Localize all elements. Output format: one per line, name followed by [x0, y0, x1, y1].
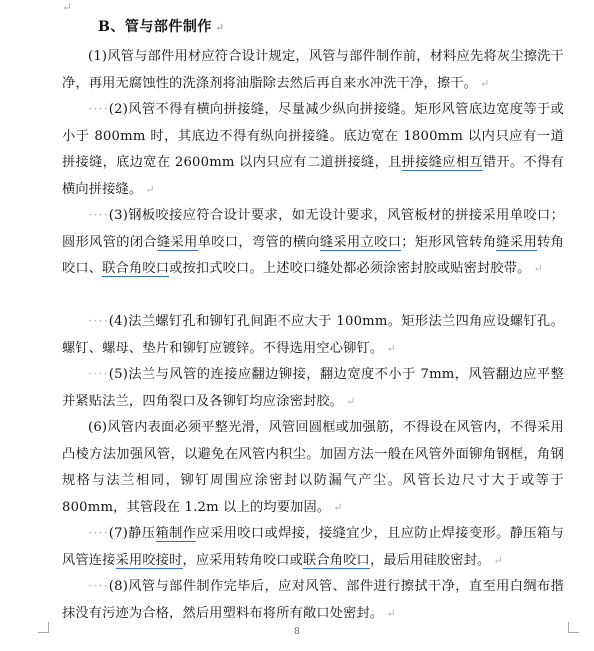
paragraph-mark-icon: ↵: [145, 182, 155, 196]
paragraph-4: ····(4)法兰螺钉孔和铆钉孔间距不应大于 100mm。矩形法兰四角应设螺钉孔。螺钉、螺母、垫片和铆钉应镀锌。不得选用空心铆钉。 ↵: [62, 314, 564, 356]
paragraph-3: ····(3)钢板咬接应符合设计要求，如无设计要求，风管板材的拼接采用单咬口；圆形风管的闭合缝采用单咬口，弯管的横向缝采用立咬口；矩形风管转角缝采用转角咬口、联合角咬口或按扣式咬口。上述咬口缝处都必须涂密封胶或贴密封胶带。 ↵: [62, 208, 564, 276]
paragraph-1: (1)风管与部件用材应符合设计规定，风管与部件制作前，材料应先将灰尘擦洗干净，再用无腐蚀性的洗涤剂将油脂除去然后再自来水冲洗干净，擦干。 ↵: [62, 49, 564, 91]
leading-spaces: ····: [88, 579, 109, 594]
leading-spaces: ····: [88, 102, 109, 117]
paragraph-mark-icon: ↵: [386, 606, 396, 620]
paragraph-5: ····(5)法兰与风管的连接应翻边铆接，翻边宽度不小于 7mm，风管翻边应平整并紧贴法兰，四角裂口及各铆钉均应涂密封胶。 ↵: [62, 367, 564, 409]
paragraph-7: ····(7)静压箱制作应采用咬口或焊接，接缝宜少，且应防止焊接变形。静压箱与风管连接采用咬接时，应采用转角咬口或联合角咬口，最后用硅胶密封。 ↵: [62, 526, 564, 568]
paragraph-mark-icon: ↵: [480, 76, 490, 90]
paragraph-2: ····(2)风管不得有横向拼接缝，尽量减少纵向拼接缝。矩形风管底边宽度等于或小于 800mm 时，其底边不得有纵向拼接缝。底边宽在 1800mm 以内只应有一道拼接缝，底边宽在 2600mm 以内只应有二道拼接缝，且拼接缝应相互错开。不得有横向拼接缝。 ↵: [62, 102, 565, 197]
page-number: 8: [294, 627, 300, 637]
leading-spaces: ····: [88, 526, 109, 541]
leading-spaces: ····: [88, 314, 109, 329]
paragraph-6: (6)风管内表面必须平整光滑，风管回圆框或加强筋，不得设在风管内，不得采用凸棱方法加强风管，以避免在风管内积尘。加固方法一般在风管外面铆角钢框，角钢规格与法兰相同，铆钉周围应涂密封以防漏气产尘。风管长边尺寸大于或等于 800mm，其管段在 1.2m 以上的均要加固。 ↵: [62, 420, 564, 515]
paragraph-mark-icon: ↵: [346, 394, 356, 408]
paragraph-mark-icon: ↵: [333, 500, 343, 514]
paragraph-mark-icon: ↵: [214, 21, 225, 34]
section-heading: B、管与部件制作 ↵: [98, 19, 225, 35]
paragraph-mark-icon: ↵: [386, 341, 396, 355]
leading-spaces: ····: [88, 208, 109, 223]
paragraph-mark-icon: ↵: [533, 262, 543, 275]
paragraph-mark-icon: ↵: [62, 0, 73, 14]
leading-spaces: ····: [88, 367, 109, 382]
paragraph-mark-icon: ↵: [493, 553, 503, 567]
paragraph-8: ····(8)风管与部件制作完毕后，应对风管、部件进行擦拭干净，直至用白绸布揩抹没有污迹为合格，然后用塑料布将所有敞口处密封。 ↵: [62, 579, 564, 621]
